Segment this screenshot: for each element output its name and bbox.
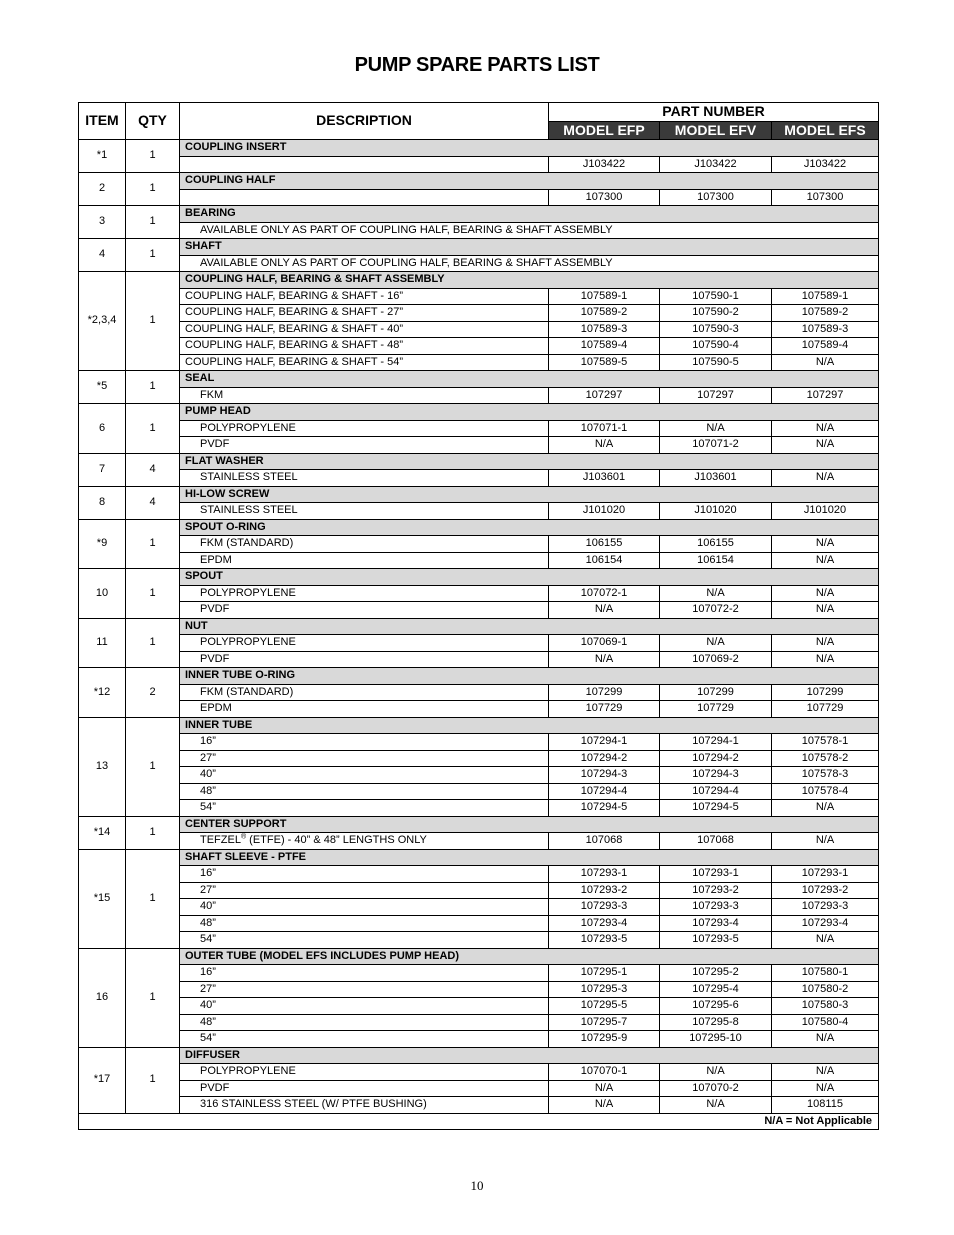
part-description: FKM (STANDARD) (180, 536, 549, 553)
part-number-efv: 107590-5 (660, 354, 772, 371)
table-row (79, 998, 879, 1015)
table-row (79, 255, 879, 272)
table-row (79, 1014, 879, 1031)
part-number-efv: N/A (660, 420, 772, 437)
part-number-efv: J101020 (660, 503, 772, 520)
table-row (79, 701, 879, 718)
table-row (79, 437, 879, 454)
table-row (79, 651, 879, 668)
part-number-efs: N/A (772, 1080, 879, 1097)
section-row (79, 1047, 879, 1064)
part-description: 40” (180, 998, 549, 1015)
part-description: COUPLING HALF, BEARING & SHAFT - 40” (180, 321, 549, 338)
item-number: 2 (79, 173, 126, 206)
item-qty: 1 (126, 371, 180, 404)
section-title: FLAT WASHER (180, 453, 879, 470)
section-title: SHAFT (180, 239, 879, 256)
part-description: STAINLESS STEEL (180, 503, 549, 520)
page-title: PUMP SPARE PARTS LIST (354, 54, 600, 76)
table-row (79, 189, 879, 206)
section-title: BEARING (180, 206, 879, 223)
part-number-efv: 107294-2 (660, 750, 772, 767)
part-number-efv: 107294-4 (660, 783, 772, 800)
part-description (180, 156, 549, 173)
part-number-efs: N/A (772, 1064, 879, 1081)
table-row (79, 1064, 879, 1081)
page-number: 10 (470, 1178, 484, 1193)
part-description: EPDM (180, 701, 549, 718)
part-description: AVAILABLE ONLY AS PART OF COUPLING HALF, BEARING & SHAFT ASSEMBLY (180, 222, 879, 239)
part-number-efs: 107589-2 (772, 305, 879, 322)
item-qty: 1 (126, 717, 180, 816)
section-title: OUTER TUBE (MODEL EFS INCLUDES PUMP HEAD) (180, 948, 879, 965)
item-qty: 1 (126, 618, 180, 668)
header-item: ITEM (79, 103, 126, 140)
part-number-efs: 107578-4 (772, 783, 879, 800)
item-number: 13 (79, 717, 126, 816)
part-number-efp: 107589-2 (549, 305, 660, 322)
part-number-efs: N/A (772, 932, 879, 949)
part-number-efp: 107294-4 (549, 783, 660, 800)
part-number-efv: 106155 (660, 536, 772, 553)
part-number-efs: 107580-1 (772, 965, 879, 982)
part-number-efv: 107293-1 (660, 866, 772, 883)
table-row (79, 866, 879, 883)
item-number: 4 (79, 239, 126, 272)
part-number-efs: 107580-3 (772, 998, 879, 1015)
part-number-efp: N/A (549, 651, 660, 668)
part-description: COUPLING HALF, BEARING & SHAFT - 16” (180, 288, 549, 305)
item-qty: 1 (126, 948, 180, 1047)
spare-parts-table (78, 102, 879, 1130)
part-description: 40” (180, 899, 549, 916)
part-number-efv: J103601 (660, 470, 772, 487)
part-description-text: TEFZEL (200, 834, 241, 846)
part-number-efs: 107578-2 (772, 750, 879, 767)
part-description: 27” (180, 981, 549, 998)
part-number-efp: 107068 (549, 833, 660, 850)
header-part-number: PART NUMBER (549, 103, 879, 122)
header-model-efv: MODEL EFV (660, 122, 772, 140)
part-description: PVDF (180, 1080, 549, 1097)
item-number: *15 (79, 849, 126, 948)
section-title: COUPLING HALF, BEARING & SHAFT ASSEMBLY (180, 272, 879, 289)
part-number-efp: 107589-5 (549, 354, 660, 371)
item-qty: 4 (126, 486, 180, 519)
part-number-efp: 107294-1 (549, 734, 660, 751)
part-number-efp: 107300 (549, 189, 660, 206)
item-number: *9 (79, 519, 126, 569)
header-model-efs: MODEL EFS (772, 122, 879, 140)
footnote: N/A = Not Applicable (79, 1113, 879, 1130)
part-number-efs: N/A (772, 651, 879, 668)
table-row (79, 833, 879, 850)
header-description: DESCRIPTION (180, 103, 549, 140)
section-title: SPOUT O-RING (180, 519, 879, 536)
part-number-efp: 107299 (549, 684, 660, 701)
part-number-efv: 107590-1 (660, 288, 772, 305)
section-row (79, 140, 879, 157)
part-number-efs: 107578-1 (772, 734, 879, 751)
item-qty: 1 (126, 173, 180, 206)
part-description: PVDF (180, 602, 549, 619)
section-title: SEAL (180, 371, 879, 388)
registered-mark: ® (240, 833, 247, 841)
part-number-efs: 107300 (772, 189, 879, 206)
table-row (79, 470, 879, 487)
part-number-efv: 107293-4 (660, 915, 772, 932)
part-number-efv: 107295-10 (660, 1031, 772, 1048)
part-description (180, 833, 549, 850)
part-number-efp: 106154 (549, 552, 660, 569)
part-number-efv: 107590-4 (660, 338, 772, 355)
part-number-efs: N/A (772, 437, 879, 454)
part-description: 54” (180, 1031, 549, 1048)
part-number-efv: 107070-2 (660, 1080, 772, 1097)
part-number-efp: 107293-3 (549, 899, 660, 916)
section-row (79, 519, 879, 536)
section-row (79, 239, 879, 256)
item-number: 10 (79, 569, 126, 619)
table-row (79, 635, 879, 652)
part-number-efs: N/A (772, 536, 879, 553)
item-number: *2,3,4 (79, 272, 126, 371)
part-number-efp: 106155 (549, 536, 660, 553)
table-row (79, 882, 879, 899)
part-number-efp: 107069-1 (549, 635, 660, 652)
part-description: POLYPROPYLENE (180, 1064, 549, 1081)
section-row (79, 206, 879, 223)
section-row (79, 371, 879, 388)
part-number-efv: N/A (660, 1097, 772, 1114)
table-row (79, 354, 879, 371)
item-qty: 1 (126, 404, 180, 454)
part-number-efs: N/A (772, 552, 879, 569)
section-title: NUT (180, 618, 879, 635)
part-number-efs: J103422 (772, 156, 879, 173)
item-qty: 1 (126, 519, 180, 569)
table-row (79, 1031, 879, 1048)
table-row (79, 338, 879, 355)
part-number-efp: 107295-3 (549, 981, 660, 998)
part-description: COUPLING HALF, BEARING & SHAFT - 54” (180, 354, 549, 371)
part-number-efs: 107580-2 (772, 981, 879, 998)
table-body (79, 140, 879, 1114)
part-number-efv: 107293-5 (660, 932, 772, 949)
part-description: 54” (180, 932, 549, 949)
part-description: PVDF (180, 651, 549, 668)
part-description: EPDM (180, 552, 549, 569)
table-row (79, 387, 879, 404)
part-number-efp: 107729 (549, 701, 660, 718)
part-number-efv: 107294-5 (660, 800, 772, 817)
part-description: 16” (180, 734, 549, 751)
part-number-efv: 107590-3 (660, 321, 772, 338)
part-number-efv: 106154 (660, 552, 772, 569)
part-number-efs: 107729 (772, 701, 879, 718)
table-row (79, 156, 879, 173)
part-number-efv: 107297 (660, 387, 772, 404)
table-row (79, 552, 879, 569)
table-row (79, 602, 879, 619)
section-row (79, 948, 879, 965)
item-qty: 1 (126, 1047, 180, 1113)
section-title: CENTER SUPPORT (180, 816, 879, 833)
part-number-efp: J101020 (549, 503, 660, 520)
item-number: 6 (79, 404, 126, 454)
table-row (79, 536, 879, 553)
part-number-efs: N/A (772, 833, 879, 850)
item-qty: 1 (126, 569, 180, 619)
part-description: 48” (180, 915, 549, 932)
part-number-efv: 107295-6 (660, 998, 772, 1015)
header-model-efp: MODEL EFP (549, 122, 660, 140)
part-number-efs: 107293-1 (772, 866, 879, 883)
part-number-efs: 107293-3 (772, 899, 879, 916)
item-number: 8 (79, 486, 126, 519)
part-number-efs: 107580-4 (772, 1014, 879, 1031)
part-description: 40” (180, 767, 549, 784)
section-row (79, 569, 879, 586)
part-number-efv: 107299 (660, 684, 772, 701)
part-number-efs: N/A (772, 420, 879, 437)
table-row (79, 899, 879, 916)
section-title: SPOUT (180, 569, 879, 586)
part-number-efp: 107589-3 (549, 321, 660, 338)
section-title: COUPLING INSERT (180, 140, 879, 157)
table-row (79, 305, 879, 322)
part-number-efv: 107069-2 (660, 651, 772, 668)
part-description: 16” (180, 965, 549, 982)
item-qty: 1 (126, 239, 180, 272)
section-title: COUPLING HALF (180, 173, 879, 190)
part-number-efs: 107293-2 (772, 882, 879, 899)
section-title: DIFFUSER (180, 1047, 879, 1064)
part-number-efp: 107295-5 (549, 998, 660, 1015)
table-row (79, 932, 879, 949)
part-number-efv: N/A (660, 1064, 772, 1081)
item-number: 7 (79, 453, 126, 486)
table-row (79, 288, 879, 305)
item-qty: 4 (126, 453, 180, 486)
part-number-efp: J103422 (549, 156, 660, 173)
part-number-efp: 107071-1 (549, 420, 660, 437)
part-number-efp: 107297 (549, 387, 660, 404)
part-number-efp: N/A (549, 602, 660, 619)
part-number-efv: N/A (660, 635, 772, 652)
item-number: *17 (79, 1047, 126, 1113)
part-number-efp: N/A (549, 437, 660, 454)
part-number-efv: N/A (660, 585, 772, 602)
part-number-efs: N/A (772, 602, 879, 619)
part-number-efp: 107589-4 (549, 338, 660, 355)
part-description (180, 189, 549, 206)
part-description: 16” (180, 866, 549, 883)
section-row (79, 816, 879, 833)
item-qty: 1 (126, 272, 180, 371)
part-number-efv: 107295-8 (660, 1014, 772, 1031)
part-description-rest: (ETFE) - 40” & 48” LENGTHS ONLY (246, 834, 427, 846)
part-number-efs: J101020 (772, 503, 879, 520)
part-description: POLYPROPYLENE (180, 635, 549, 652)
part-description: FKM (180, 387, 549, 404)
section-title: PUMP HEAD (180, 404, 879, 421)
table-row (79, 1080, 879, 1097)
table-row (79, 767, 879, 784)
part-number-efp: 107294-5 (549, 800, 660, 817)
part-number-efs: 107297 (772, 387, 879, 404)
section-row (79, 849, 879, 866)
part-number-efs: 107299 (772, 684, 879, 701)
item-number: *14 (79, 816, 126, 849)
part-description: 27” (180, 882, 549, 899)
part-description: 54” (180, 800, 549, 817)
table-row (79, 684, 879, 701)
section-title: INNER TUBE (180, 717, 879, 734)
part-description: POLYPROPYLENE (180, 420, 549, 437)
item-qty: 1 (126, 140, 180, 173)
part-number-efp: J103601 (549, 470, 660, 487)
section-row (79, 668, 879, 685)
item-qty: 1 (126, 816, 180, 849)
part-description: AVAILABLE ONLY AS PART OF COUPLING HALF, BEARING & SHAFT ASSEMBLY (180, 255, 879, 272)
section-row (79, 453, 879, 470)
part-description: 48” (180, 783, 549, 800)
item-number: *12 (79, 668, 126, 718)
table-row (79, 503, 879, 520)
part-number-efp: 107589-1 (549, 288, 660, 305)
part-number-efv: 107293-2 (660, 882, 772, 899)
table-row (79, 420, 879, 437)
part-description: 316 STAINLESS STEEL (W/ PTFE BUSHING) (180, 1097, 549, 1114)
part-description: PVDF (180, 437, 549, 454)
part-number-efp: 107293-5 (549, 932, 660, 949)
part-number-efs: 107589-4 (772, 338, 879, 355)
part-number-efs: N/A (772, 1031, 879, 1048)
part-description: COUPLING HALF, BEARING & SHAFT - 27” (180, 305, 549, 322)
section-title: SHAFT SLEEVE - PTFE (180, 849, 879, 866)
item-qty: 1 (126, 206, 180, 239)
table-row (79, 750, 879, 767)
part-number-efp: 107295-1 (549, 965, 660, 982)
part-number-efp: 107295-9 (549, 1031, 660, 1048)
part-number-efv: 107293-3 (660, 899, 772, 916)
part-number-efv: 107294-1 (660, 734, 772, 751)
part-number-efv: 107071-2 (660, 437, 772, 454)
part-number-efv: 107295-4 (660, 981, 772, 998)
section-row (79, 717, 879, 734)
table-row (79, 734, 879, 751)
part-number-efv: 107294-3 (660, 767, 772, 784)
part-number-efp: N/A (549, 1080, 660, 1097)
item-number: 11 (79, 618, 126, 668)
part-number-efp: N/A (549, 1097, 660, 1114)
item-number: 16 (79, 948, 126, 1047)
part-number-efs: 108115 (772, 1097, 879, 1114)
part-number-efp: 107295-7 (549, 1014, 660, 1031)
item-qty: 1 (126, 849, 180, 948)
part-description: FKM (STANDARD) (180, 684, 549, 701)
table-row (79, 915, 879, 932)
part-number-efs: 107589-3 (772, 321, 879, 338)
item-qty: 2 (126, 668, 180, 718)
part-number-efs: 107578-3 (772, 767, 879, 784)
table-row (79, 585, 879, 602)
table-row (79, 321, 879, 338)
section-row (79, 486, 879, 503)
part-description: COUPLING HALF, BEARING & SHAFT - 48” (180, 338, 549, 355)
part-number-efp: 107293-1 (549, 866, 660, 883)
section-title: HI-LOW SCREW (180, 486, 879, 503)
table-row (79, 965, 879, 982)
part-number-efp: 107294-2 (549, 750, 660, 767)
part-number-efs: N/A (772, 354, 879, 371)
part-number-efs: 107293-4 (772, 915, 879, 932)
table-row (79, 800, 879, 817)
section-row (79, 272, 879, 289)
section-title: INNER TUBE O-RING (180, 668, 879, 685)
part-number-efv: 107300 (660, 189, 772, 206)
part-description: STAINLESS STEEL (180, 470, 549, 487)
part-number-efp: 107294-3 (549, 767, 660, 784)
part-number-efs: N/A (772, 470, 879, 487)
part-number-efp: 107072-1 (549, 585, 660, 602)
table-row (79, 783, 879, 800)
part-number-efs: N/A (772, 585, 879, 602)
section-row (79, 618, 879, 635)
part-number-efv: 107729 (660, 701, 772, 718)
part-number-efs: 107589-1 (772, 288, 879, 305)
part-number-efp: 107070-1 (549, 1064, 660, 1081)
item-number: 3 (79, 206, 126, 239)
table-row (79, 222, 879, 239)
table-row (79, 981, 879, 998)
table-row (79, 1097, 879, 1114)
part-number-efv: 107295-2 (660, 965, 772, 982)
part-number-efv: 107590-2 (660, 305, 772, 322)
part-number-efv: 107068 (660, 833, 772, 850)
part-description: POLYPROPYLENE (180, 585, 549, 602)
part-number-efs: N/A (772, 635, 879, 652)
part-number-efp: 107293-4 (549, 915, 660, 932)
part-description: 48” (180, 1014, 549, 1031)
part-number-efs: N/A (772, 800, 879, 817)
part-number-efp: 107293-2 (549, 882, 660, 899)
header-qty: QTY (126, 103, 180, 140)
item-number: *5 (79, 371, 126, 404)
part-number-efv: J103422 (660, 156, 772, 173)
part-description: 27” (180, 750, 549, 767)
section-row (79, 173, 879, 190)
section-row (79, 404, 879, 421)
table-header (79, 103, 879, 140)
part-number-efv: 107072-2 (660, 602, 772, 619)
footnote-row (79, 1113, 879, 1130)
item-number: *1 (79, 140, 126, 173)
